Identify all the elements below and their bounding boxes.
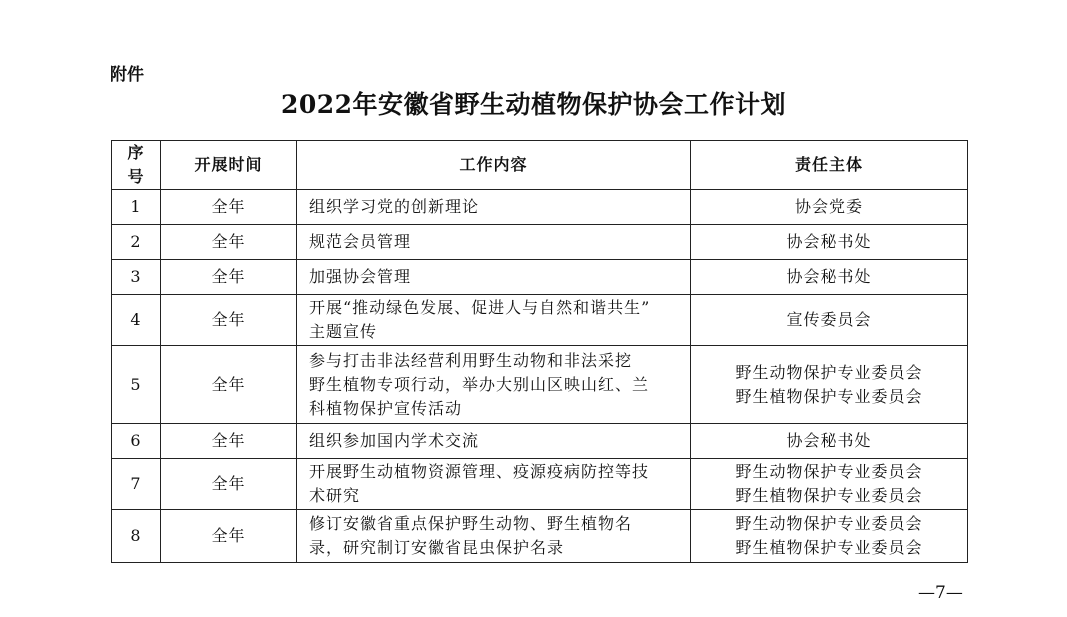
table-row xyxy=(112,346,968,424)
cell-time: 全年 xyxy=(161,424,297,459)
work-plan-table xyxy=(111,140,968,563)
table-row xyxy=(112,190,968,225)
table-row xyxy=(112,260,968,295)
owner-line: 野生植物保护专业委员会 xyxy=(735,486,923,505)
content-line: 术研究 xyxy=(309,486,361,505)
owner-line: 协会秘书处 xyxy=(786,267,872,286)
owner-line: 协会秘书处 xyxy=(786,431,872,450)
table-row xyxy=(112,510,968,563)
cell-content xyxy=(297,510,691,563)
content-line: 录，研究制订安徽省昆虫保护名录 xyxy=(309,538,565,557)
content-line: 科植物保护宣传活动 xyxy=(309,398,463,418)
content-line: 开展野生动植物资源管理、疫源疫病防控等技 xyxy=(309,462,650,481)
cell-owner xyxy=(691,424,968,459)
table-body xyxy=(112,190,968,563)
cell-content xyxy=(297,295,691,346)
cell-owner xyxy=(691,295,968,346)
cell-time: 全年 xyxy=(161,510,297,563)
table-row xyxy=(112,225,968,260)
content-line: 组织参加国内学术交流 xyxy=(309,431,480,450)
header-owner: 责任主体 xyxy=(691,141,968,190)
cell-seq: 2 xyxy=(112,225,161,260)
cell-seq: 3 xyxy=(112,260,161,295)
owner-line: 野生动物保护专业委员会 xyxy=(735,514,923,533)
content-line: 主题宣传 xyxy=(309,322,378,341)
cell-owner xyxy=(691,190,968,225)
cell-owner xyxy=(691,459,968,510)
table-row xyxy=(112,459,968,510)
table-header-row xyxy=(112,141,968,190)
header-content: 工作内容 xyxy=(297,141,691,190)
content-line: 野生植物专项行动，举办大别山区映山红、兰 xyxy=(309,374,650,394)
cell-seq: 1 xyxy=(112,190,161,225)
cell-seq: 6 xyxy=(112,424,161,459)
owner-line: 野生植物保护专业委员会 xyxy=(735,538,923,557)
content-line: 参与打击非法经营利用野生动物和非法采挖 xyxy=(309,350,633,370)
content-line: 开展“推动绿色发展、促进人与自然和谐共生” xyxy=(309,298,651,317)
cell-time: 全年 xyxy=(161,346,297,424)
cell-seq: 5 xyxy=(112,346,161,424)
content-line: 规范会员管理 xyxy=(309,232,412,251)
cell-time: 全年 xyxy=(161,190,297,225)
owner-line: 野生动物保护专业委员会 xyxy=(735,362,923,382)
header-time: 开展时间 xyxy=(161,141,297,190)
content-line: 修订安徽省重点保护野生动物、野生植物名 xyxy=(309,514,633,533)
header-seq: 序号 xyxy=(112,141,161,190)
owner-line: 协会秘书处 xyxy=(786,232,872,251)
document-title: 2022年安徽省野生动植物保护协会工作计划 xyxy=(280,90,787,119)
owner-line: 协会党委 xyxy=(794,197,863,216)
cell-content xyxy=(297,260,691,295)
page-number: —7— xyxy=(918,583,963,603)
owner-line: 野生动物保护专业委员会 xyxy=(735,462,923,481)
cell-content xyxy=(297,346,691,424)
cell-time: 全年 xyxy=(161,459,297,510)
cell-seq: 8 xyxy=(112,510,161,563)
cell-seq: 4 xyxy=(112,295,161,346)
content-line: 组织学习党的创新理论 xyxy=(309,197,480,216)
content-line: 加强协会管理 xyxy=(309,267,412,286)
cell-owner xyxy=(691,225,968,260)
cell-content xyxy=(297,225,691,260)
owner-line: 宣传委员会 xyxy=(786,310,872,329)
cell-owner xyxy=(691,510,968,563)
cell-time: 全年 xyxy=(161,260,297,295)
cell-owner xyxy=(691,260,968,295)
cell-content xyxy=(297,459,691,510)
attachment-label: 附件 xyxy=(110,65,144,85)
cell-seq: 7 xyxy=(112,459,161,510)
owner-line: 野生植物保护专业委员会 xyxy=(735,386,923,406)
table-row xyxy=(112,424,968,459)
cell-time: 全年 xyxy=(161,295,297,346)
cell-content xyxy=(297,424,691,459)
cell-content xyxy=(297,190,691,225)
cell-owner xyxy=(691,346,968,424)
cell-time: 全年 xyxy=(161,225,297,260)
table-row xyxy=(112,295,968,346)
